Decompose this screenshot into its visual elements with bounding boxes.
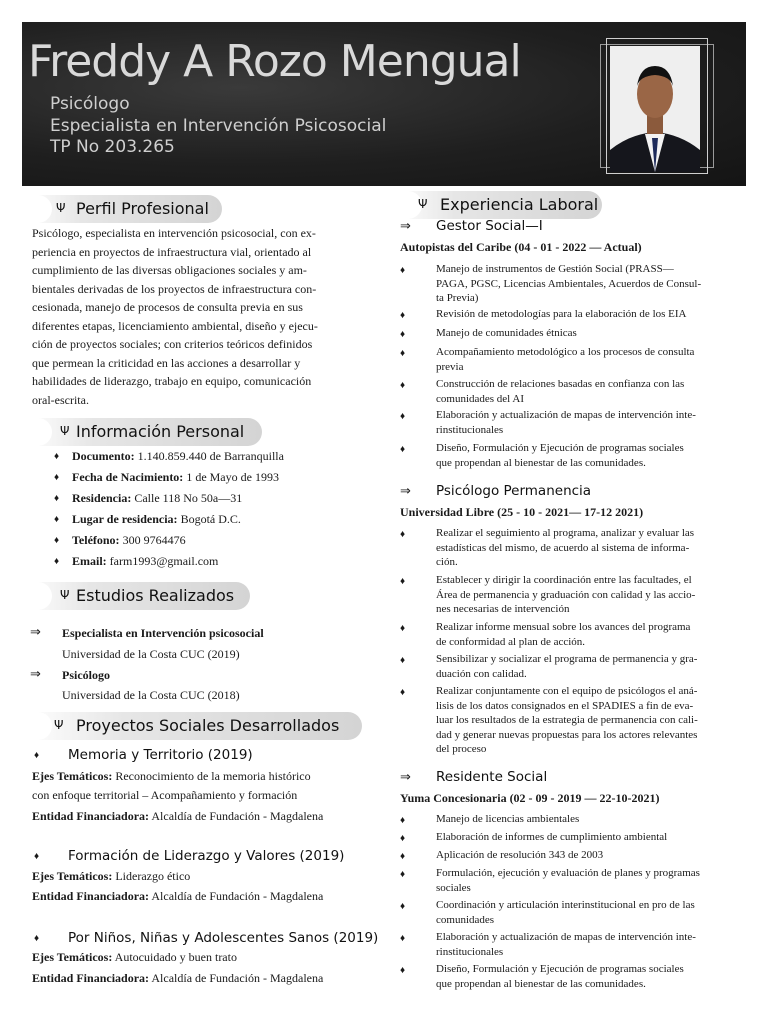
- info-item: Residencia: Calle 118 No 50a—31: [72, 491, 243, 505]
- job-item: Coordinación y articulación interinstitucional en pro de las comunidades: [436, 899, 695, 926]
- bullet-diamond: ♦: [400, 901, 406, 912]
- job-item: Elaboración de informes de cumplimiento ambiental: [436, 831, 668, 843]
- bullet-diamond: ♦: [400, 623, 406, 634]
- bullet-diamond: ♦: [400, 411, 406, 422]
- arrow-icon: ⇒: [400, 219, 411, 234]
- job-item: Diseño, Formulación y Ejecución de programas sociales que propendan al bienestar de las comunidades.: [436, 442, 684, 469]
- bullet-diamond: ♦: [400, 687, 406, 698]
- perfil-line: cesionada, manejo de procesos de consulta previa en sus: [32, 300, 303, 314]
- job-item: Aplicación de resolución 343 de 2003: [436, 849, 604, 861]
- bullet-diamond: ♦: [54, 556, 60, 567]
- section-title-experiencia: Experiencia Laboral: [440, 195, 599, 214]
- info-item: Documento: 1.140.859.440 de Barranquilla: [72, 449, 284, 463]
- arrow-icon: ⇒: [30, 625, 41, 640]
- job-item: Sensibilizar y socializar el programa de permanencia y gra- duación con calidad.: [436, 653, 698, 680]
- bullet-diamond: ♦: [54, 472, 60, 483]
- header-banner: [22, 22, 746, 186]
- job-item: Construcción de relaciones basadas en confianza con las comunidades del AI: [436, 378, 685, 405]
- proyecto-title: Memoria y Territorio (2019): [68, 747, 253, 763]
- job-item: Revisión de metodologías para la elaboración de los EIA: [436, 308, 687, 320]
- bullet-diamond: ♦: [54, 493, 60, 504]
- job-role: Psicólogo Permanencia: [436, 483, 592, 499]
- bullet-diamond: ♦: [400, 348, 406, 359]
- proyecto-ejes: Ejes Temáticos: Liderazgo ético: [32, 869, 191, 883]
- estudio-title: Especialista en Intervención psicosocial: [62, 626, 264, 640]
- bullet-diamond: ♦: [400, 380, 406, 391]
- proyecto-ejes: Ejes Temáticos: Autocuidado y buen trato: [32, 950, 237, 964]
- bullet-diamond: ♦: [400, 529, 406, 540]
- job-org: Universidad Libre (25 - 10 - 2021— 17-12 2021): [400, 505, 644, 519]
- bullet-diamond: ♦: [400, 933, 406, 944]
- psi-icon: Ψ: [54, 718, 64, 732]
- job-item: Realizar el seguimiento al programa, analizar y evaluar las estadísticas del mismo, de acuerdo al sistema de informa- ción.: [436, 527, 695, 569]
- estudio-place: Universidad de la Costa CUC (2019): [62, 647, 240, 661]
- job-item: Formulación, ejecución y evaluación de planes y programas sociales: [436, 867, 700, 894]
- title-profession: Psicólogo: [50, 94, 130, 114]
- info-item: Fecha de Nacimiento: 1 de Mayo de 1993: [72, 470, 279, 484]
- psi-icon: Ψ: [56, 201, 66, 215]
- section-estudios: [22, 582, 250, 610]
- proyecto-entidad: Entidad Financiadora: Alcaldía de Fundación - Magdalena: [32, 889, 324, 903]
- bullet-diamond: ♦: [400, 869, 406, 880]
- arrow-icon: ⇒: [400, 484, 411, 499]
- bullet-diamond: ♦: [54, 535, 60, 546]
- bullet-diamond: ♦: [54, 514, 60, 525]
- bullet-diamond: ♦: [400, 444, 406, 455]
- section-proyectos: [22, 712, 362, 740]
- psi-icon: Ψ: [60, 424, 70, 438]
- section-title-estudios: Estudios Realizados: [76, 586, 235, 605]
- bullet-diamond: ♦: [54, 451, 60, 462]
- job-item: Manejo de licencias ambientales: [436, 813, 580, 825]
- bullet-diamond: ♦: [400, 815, 406, 826]
- job-item: Manejo de instrumentos de Gestión Social (PRASS— PAGA, PGSC, Licencias Ambientales, Acuerdos de Consul- ta Previa): [436, 263, 702, 305]
- perfil-line: habilidades de liderazgo, trabajo en equipo, comunicación: [32, 374, 312, 388]
- estudio-place: Universidad de la Costa CUC (2018): [62, 688, 240, 702]
- title-specialty: Especialista en Intervención Psicosocial: [50, 116, 387, 136]
- bullet-diamond: ♦: [400, 851, 406, 862]
- bullet-diamond: ♦: [400, 965, 406, 976]
- job-org: Yuma Concesionaria (02 - 09 - 2019 — 22-10-2021): [400, 791, 660, 805]
- psi-icon: Ψ: [418, 197, 428, 211]
- job-item: Diseño, Formulación y Ejecución de programas sociales que propendan al bienestar de las comunidades.: [436, 963, 684, 990]
- arrow-icon: ⇒: [30, 667, 41, 682]
- info-item: Teléfono: 300 9764476: [72, 533, 186, 547]
- proyecto-title: Formación de Liderazgo y Valores (2019): [68, 848, 345, 864]
- bullet-diamond: ♦: [34, 750, 40, 761]
- estudio-title: Psicólogo: [62, 668, 110, 682]
- job-item: Acompañamiento metodológico a los procesos de consulta previa: [436, 346, 695, 373]
- perfil-line: cumplimiento de las diversas obligaciones sociales y am-: [32, 263, 307, 277]
- job-role: Gestor Social—I: [436, 218, 543, 234]
- bullet-diamond: ♦: [400, 265, 406, 276]
- perfil-line: que permean la criticidad en las acciones a desarrollar y: [32, 356, 301, 370]
- arrow-icon: ⇒: [400, 770, 411, 785]
- bullet-diamond: ♦: [400, 329, 406, 340]
- job-item: Elaboración y actualización de mapas de intervención inte- rinstitucionales: [436, 409, 696, 436]
- job-role: Residente Social: [436, 769, 548, 785]
- perfil-line: ción de proyectos sociales; con criterios teóricos definidos: [32, 337, 313, 351]
- info-item: Lugar de residencia: Bogotá D.C.: [72, 512, 241, 526]
- perfil-line: Psicólogo, especialista en intervención psicosocial, con ex-: [32, 226, 316, 240]
- proyecto-ejes: Ejes Temáticos: Reconocimiento de la memoria histórico: [32, 769, 311, 783]
- section-experiencia: [392, 191, 602, 219]
- job-item: Realizar conjuntamente con el equipo de psicólogos el aná- lisis de los datos consignados en el SPADIES a fin de eva- luar los resultados de la estrategia de permanencia con cali- dad y generar nuevas propuestas para los actores relevantes del proceso: [436, 685, 698, 756]
- section-title-proyectos: Proyectos Sociales Desarrollados: [76, 716, 340, 735]
- info-item: Email: farm1993@gmail.com: [72, 554, 219, 568]
- bullet-diamond: ♦: [400, 310, 406, 321]
- title-license: TP No 203.265: [50, 137, 175, 157]
- perfil-line: periencia en proyectos de infraestructura vial, orientado al: [32, 245, 312, 259]
- section-perfil: [22, 195, 222, 223]
- perfil-line: oral-escrita.: [32, 393, 89, 407]
- job-org: Autopistas del Caribe (04 - 01 - 2022 — Actual): [400, 240, 642, 254]
- full-name: Freddy A Rozo Mengual: [28, 36, 521, 87]
- psi-icon: Ψ: [60, 588, 70, 602]
- perfil-line: bientales derivadas de los proyectos de infraestructura con-: [32, 282, 317, 296]
- job-item: Manejo de comunidades étnicas: [436, 327, 577, 339]
- proyecto-ejes-cont: con enfoque territorial – Acompañamiento y formación: [32, 788, 298, 802]
- bullet-diamond: ♦: [34, 851, 40, 862]
- proyecto-entidad: Entidad Financiadora: Alcaldía de Fundación - Magdalena: [32, 971, 324, 985]
- bullet-diamond: ♦: [34, 933, 40, 944]
- job-item: Realizar informe mensual sobre los avances del programa de conformidad al plan de acción.: [436, 621, 691, 648]
- photo-frame-inner: [606, 38, 708, 174]
- section-title-info: Información Personal: [76, 422, 245, 441]
- perfil-line: diferentes etapas, licenciamiento ambiental, diseño y ejecu-: [32, 319, 318, 333]
- section-info: [22, 418, 262, 446]
- bullet-diamond: ♦: [400, 833, 406, 844]
- bullet-diamond: ♦: [400, 655, 406, 666]
- bullet-diamond: ♦: [400, 576, 406, 587]
- job-item: Establecer y dirigir la coordinación entre las facultades, el Área de permanencia y graduación con calidad y las accio- nes necesarias de intervención: [436, 574, 696, 616]
- proyecto-entidad: Entidad Financiadora: Alcaldía de Fundación - Magdalena: [32, 809, 324, 823]
- job-item: Elaboración y actualización de mapas de intervención inte- rinstitucionales: [436, 931, 696, 958]
- proyecto-title: Por Niños, Niñas y Adolescentes Sanos (2019): [68, 930, 379, 946]
- section-title-perfil: Perfil Profesional: [76, 199, 209, 218]
